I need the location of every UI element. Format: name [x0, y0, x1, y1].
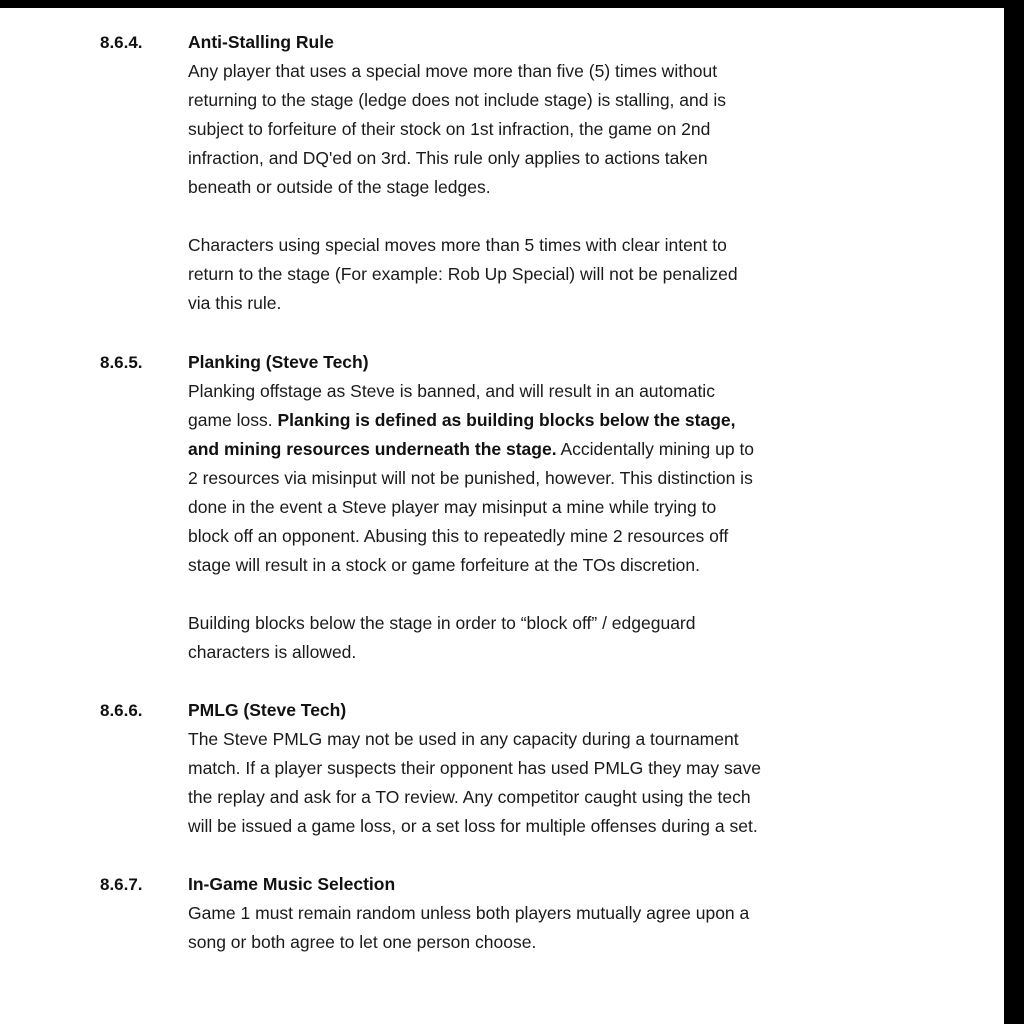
section-title: Anti-Stalling Rule [188, 32, 334, 52]
section-number: 8.6.6. [100, 701, 143, 720]
paragraph-text: game loss. [188, 410, 278, 430]
paragraph-line: stage will result in a stock or game forfeiture at the TOs discretion. [188, 555, 700, 575]
paragraph-line: Planking offstage as Steve is banned, and will result in an automatic [188, 381, 715, 401]
bold-definition: Planking is defined as building blocks below the stage, [277, 410, 736, 430]
section-body [188, 28, 888, 318]
paragraph-line: Any player that uses a special move more than five (5) times without [188, 61, 718, 81]
paragraph-gap [188, 202, 888, 231]
paragraph-gap [188, 580, 888, 609]
paragraph-line [188, 435, 888, 464]
paragraph-line: will be issued a game loss, or a set loss for multiple offenses during a set. [188, 816, 758, 836]
paragraph-line: Game 1 must remain random unless both players mutually agree upon a [188, 903, 750, 923]
paragraph-text: Accidentally mining up to [556, 439, 755, 459]
section-number: 8.6.4. [100, 33, 143, 52]
paragraph-line: match. If a player suspects their opponent has used PMLG they may save [188, 758, 761, 778]
paragraph-line: subject to forfeiture of their stock on 1st infraction, the game on 2nd [188, 119, 711, 139]
document-page [0, 8, 1004, 1024]
bold-definition: and mining resources underneath the stage. [188, 439, 557, 459]
section-title: In-Game Music Selection [188, 874, 396, 894]
paragraph-line: The Steve PMLG may not be used in any capacity during a tournament [188, 729, 739, 749]
section-body [188, 348, 888, 667]
paragraph-line: 2 resources via misinput will not be punished, however. This distinction is [188, 468, 753, 488]
section-title: PMLG (Steve Tech) [188, 700, 347, 720]
paragraph-line: Characters using special moves more than 5 times with clear intent to [188, 235, 727, 255]
paragraph-line: Building blocks below the stage in order to “block off” / edgeguard [188, 613, 696, 633]
paragraph-line: beneath or outside of the stage ledges. [188, 177, 491, 197]
section-title: Planking (Steve Tech) [188, 352, 369, 372]
section-number: 8.6.5. [100, 353, 143, 372]
paragraph-line: song or both agree to let one person choose. [188, 932, 537, 952]
paragraph-line: characters is allowed. [188, 642, 357, 662]
section-body [188, 870, 888, 957]
paragraph-line [188, 406, 888, 435]
paragraph-line: infraction, and DQ'ed on 3rd. This rule only applies to actions taken [188, 148, 708, 168]
paragraph-line: the replay and ask for a TO review. Any competitor caught using the tech [188, 787, 751, 807]
paragraph-line: via this rule. [188, 293, 282, 313]
paragraph-line: return to the stage (For example: Rob Up Special) will not be penalized [188, 264, 738, 284]
paragraph-line: block off an opponent. Abusing this to repeatedly mine 2 resources off [188, 526, 729, 546]
paragraph-line: done in the event a Steve player may misinput a mine while trying to [188, 497, 717, 517]
section-number: 8.6.7. [100, 875, 143, 894]
section-body [188, 696, 888, 841]
paragraph-line: returning to the stage (ledge does not include stage) is stalling, and is [188, 90, 726, 110]
